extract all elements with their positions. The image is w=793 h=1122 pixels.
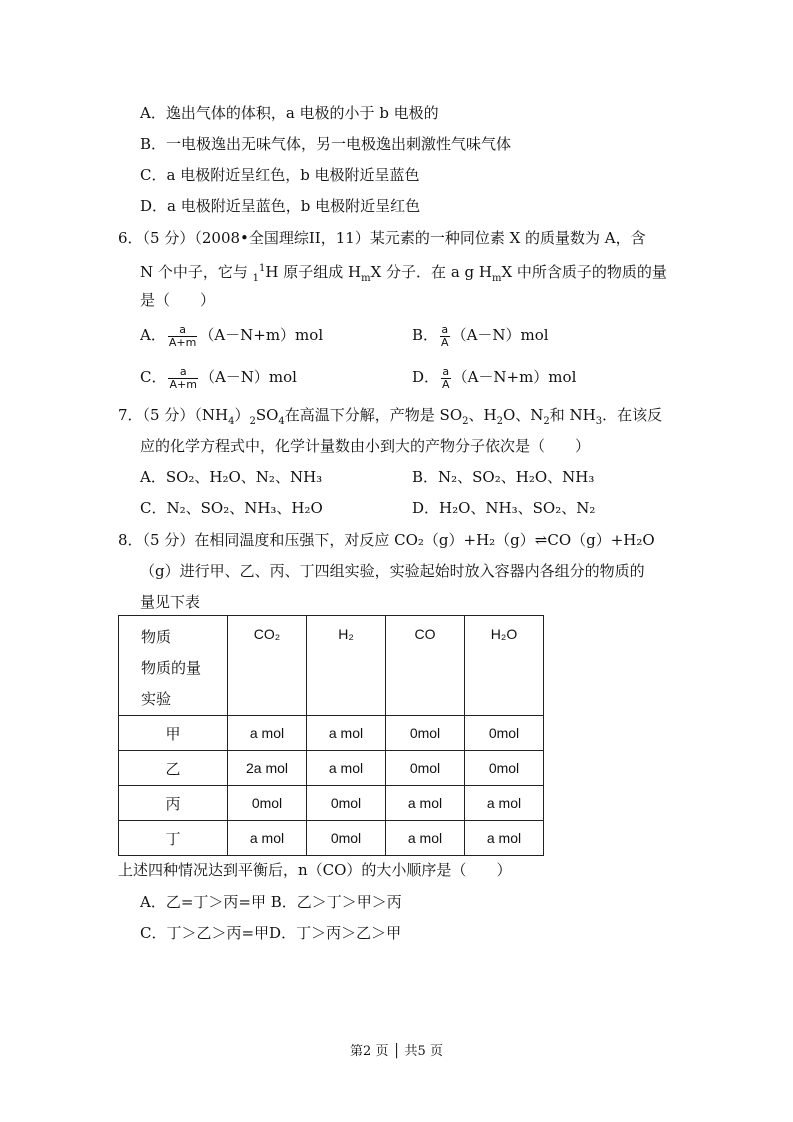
table-row bbox=[119, 716, 544, 751]
table-cell: a mol bbox=[386, 786, 465, 821]
q7-stem-line1: 7．（5 分）$(NH_4)_2SO_4$在高温下分解，产物是 $SO_2$、$H_2O$、$N_2$和 $NH_3$．在该反 bbox=[118, 406, 663, 427]
table-cell: 0mol bbox=[465, 751, 544, 786]
experiment-table bbox=[118, 615, 544, 856]
page-footer: 第2 页 │ 共5 页 bbox=[350, 1044, 443, 1059]
row-label: 甲 bbox=[119, 716, 228, 751]
table-cell: a mol bbox=[465, 821, 544, 856]
q8-question: 上述四种情况达到平衡后，n（CO）的大小顺序是（ ） bbox=[118, 861, 512, 879]
q8-stem-line3: 量见下表 bbox=[140, 593, 201, 611]
table-cell: 0mol bbox=[465, 716, 544, 751]
table-header-cell: H₂ bbox=[307, 616, 386, 716]
q7-option-c: C．N₂、SO₂、NH₃、H₂O bbox=[140, 499, 323, 517]
table-cell: a mol bbox=[228, 716, 307, 751]
q7-stem-line2: 应的化学方程式中，化学计量数由小到大的产物分子依次是（ ） bbox=[140, 437, 591, 455]
q5-option-b: B．一电极逸出无味气体，另一电极逸出刺激性气味气体 bbox=[140, 135, 512, 153]
row-label: 丙 bbox=[119, 786, 228, 821]
table-row bbox=[119, 751, 544, 786]
q5-option-c: C．a 电极附近呈红色，b 电极附近呈蓝色 bbox=[140, 166, 420, 184]
table-cell: a mol bbox=[465, 786, 544, 821]
table-cell: 0mol bbox=[228, 786, 307, 821]
q7-option-d: D．H₂O、NH₃、SO₂、N₂ bbox=[412, 499, 596, 517]
q6-stem-line1: 6．（5 分）（2008•全国理综II，11）某元素的一种同位素 X 的质量数为 A，含 bbox=[118, 229, 646, 247]
q8-options-cd: C．丁＞乙＞丙=甲D．丁＞丙＞乙＞甲 bbox=[140, 924, 402, 942]
table-cell: 0mol bbox=[307, 821, 386, 856]
q7-option-a: A．SO₂、H₂O、N₂、NH₃ bbox=[140, 468, 323, 486]
q5-option-a: A．逸出气体的体积，a 电极的小于 b 电极的 bbox=[140, 104, 439, 122]
q8-stem-line1: 8．（5 分）在相同温度和压强下，对反应 CO₂（g）+H₂（g）⇌CO（g）+H₂O bbox=[118, 531, 655, 549]
row-label: 乙 bbox=[119, 751, 228, 786]
q7-option-b: B．N₂、SO₂、H₂O、NH₃ bbox=[412, 468, 595, 486]
table-header-cell: H₂O bbox=[465, 616, 544, 716]
table-cell: a mol bbox=[228, 821, 307, 856]
table-header-cell: CO bbox=[386, 616, 465, 716]
table-cell: 0mol bbox=[386, 751, 465, 786]
table-cell: a mol bbox=[307, 716, 386, 751]
table-header-cell: CO₂ bbox=[228, 616, 307, 716]
q8-stem-line2: （g）进行甲、乙、丙、丁四组实验，实验起始时放入容器内各组分的物质的 bbox=[140, 562, 645, 580]
table-row bbox=[119, 821, 544, 856]
q6-option-a: A． $\frac{a}{A+m}$ （A－N+m）mol bbox=[140, 322, 324, 349]
table-corner-header bbox=[119, 616, 228, 716]
q6-option-d: D． $\frac{a}{A}$ （A－N+m）mol bbox=[412, 364, 577, 391]
table-cell: 0mol bbox=[386, 716, 465, 751]
table-cell: a mol bbox=[386, 821, 465, 856]
row-label: 丁 bbox=[119, 821, 228, 856]
q6-option-c: C． $\frac{a}{A+m}$ （A－N）mol bbox=[140, 364, 297, 391]
q8-options-ab: A．乙=丁＞丙=甲 B．乙＞丁＞甲＞丙 bbox=[140, 893, 402, 911]
header-label-experiment: 实验 bbox=[141, 690, 172, 708]
table-cell: 0mol bbox=[307, 786, 386, 821]
header-label-substance: 物质 bbox=[141, 628, 172, 646]
q6-option-b: B． $\frac{a}{A}$ （A－N）mol bbox=[412, 322, 549, 349]
table-cell: a mol bbox=[307, 751, 386, 786]
q6-stem-line2: N 个中子，它与 $_1^1$H 原子组成 $H_mX$ 分子．在 a g $H_mX$ 中所含质子的物质的量 bbox=[140, 263, 667, 284]
header-label-amount: 物质的量 bbox=[141, 659, 202, 677]
table-row bbox=[119, 786, 544, 821]
q5-option-d: D．a 电极附近呈蓝色，b 电极附近呈红色 bbox=[140, 197, 421, 215]
table-header-row bbox=[119, 616, 544, 716]
q6-stem-line3: 是（ ） bbox=[140, 291, 216, 309]
table-cell: 2a mol bbox=[228, 751, 307, 786]
